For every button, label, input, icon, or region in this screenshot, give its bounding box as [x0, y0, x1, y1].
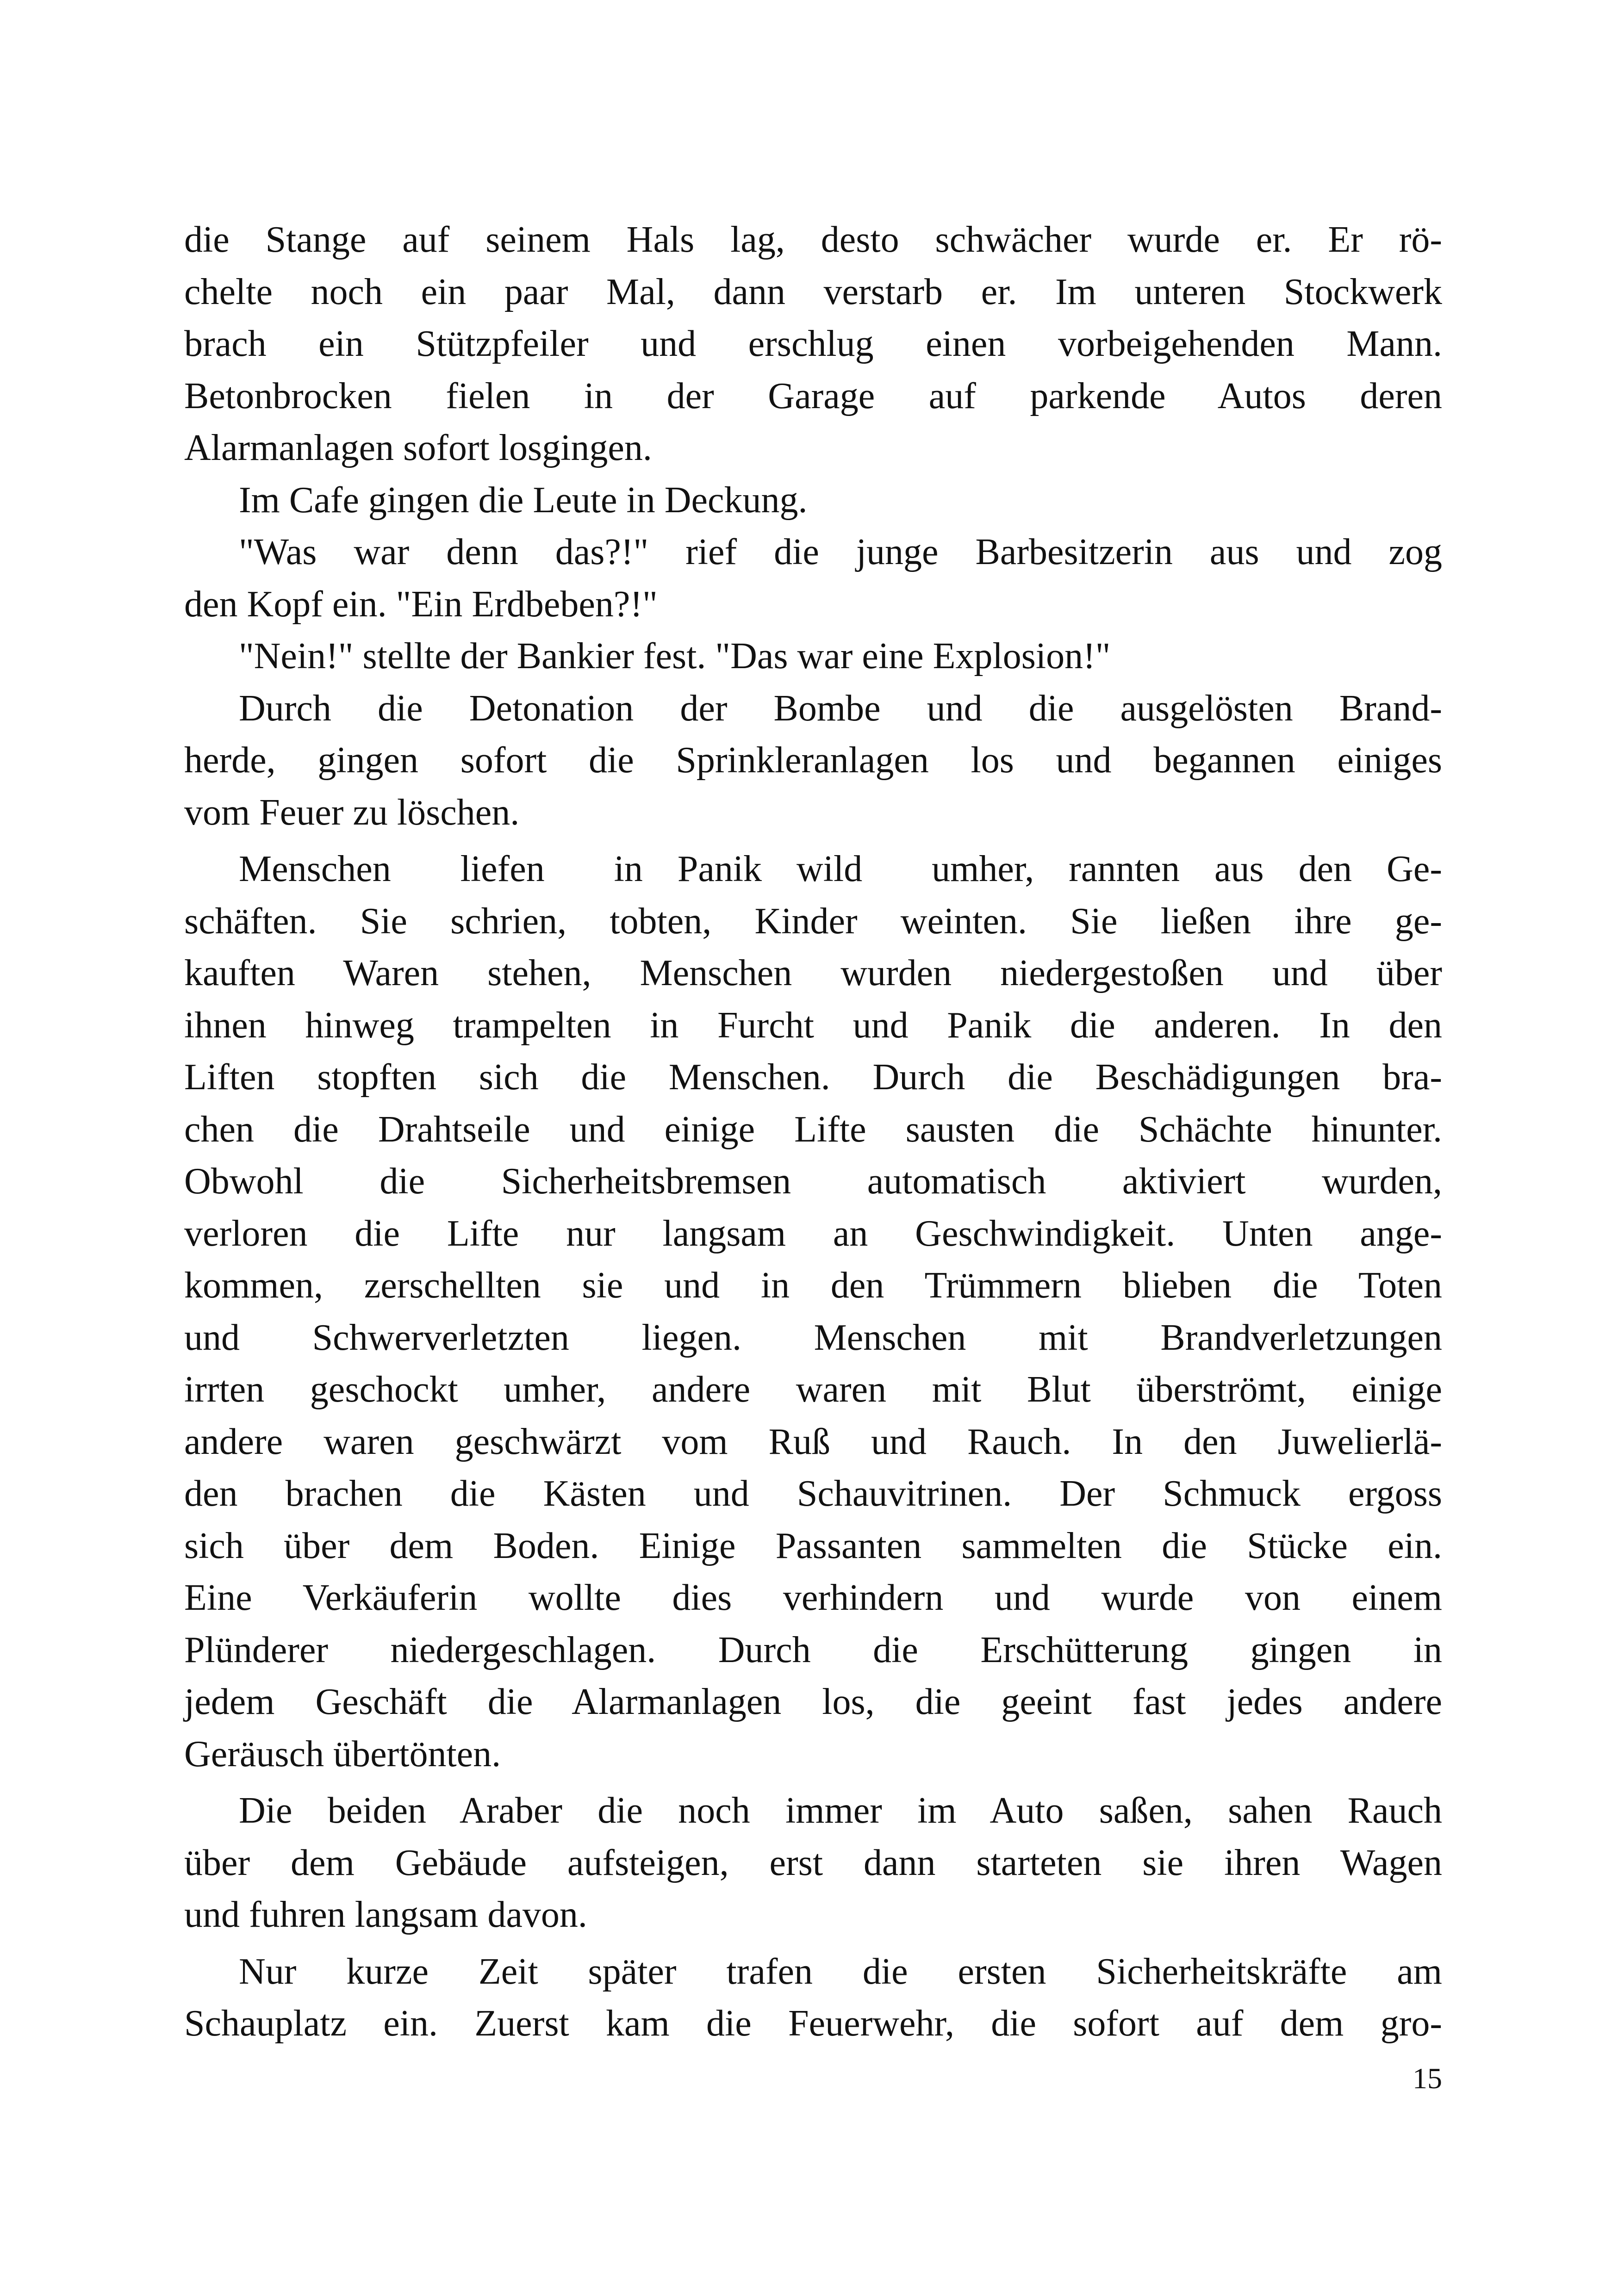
text-line: die Stange auf seinem Hals lag, desto schwächer wurde er. Er rö-	[184, 219, 1442, 260]
body-text	[184, 214, 1442, 2050]
text-line: Im Cafe gingen die Leute in Deckung.	[239, 479, 808, 521]
text-line: kauften Waren stehen, Menschen wurden niedergestoßen und über	[184, 953, 1442, 993]
text-line: Betonbrocken fielen in der Garage auf parkende Autos deren	[184, 375, 1442, 416]
text-line: Geräusch übertönten.	[184, 1733, 501, 1775]
text-line: kommen, zerschellten sie und in den Trümmern blieben die Toten	[184, 1265, 1442, 1306]
text-line: chen die Drahtseile und einige Lifte sausten die Schächte hinunter.	[184, 1109, 1442, 1150]
text-line: über dem Gebäude aufsteigen, erst dann starteten sie ihren Wagen	[184, 1842, 1442, 1883]
text-line: Durch die Detonation der Bombe und die ausgelösten Brand-	[239, 688, 1442, 729]
text-line: ihnen hinweg trampelten in Furcht und Panik die anderen. In den	[184, 1005, 1442, 1046]
text-line: "Was war denn das?!" rief die junge Barbesitzerin aus und zog	[239, 532, 1442, 572]
text-line: Die beiden Araber die noch immer im Auto saßen, sahen Rauch	[239, 1790, 1442, 1831]
text-line: und Schwerverletzten liegen. Menschen mit Brandverletzungen	[184, 1317, 1442, 1358]
text-line: brach ein Stützpfeiler und erschlug einen vorbeigehenden Mann.	[184, 323, 1442, 364]
text-line: vom Feuer zu löschen.	[184, 792, 520, 833]
text-line: chelte noch ein paar Mal, dann verstarb er. Im unteren Stockwerk	[184, 271, 1442, 312]
text-line: irrten geschockt umher, andere waren mit Blut überströmt, einige	[184, 1369, 1442, 1410]
text-line: herde, gingen sofort die Sprinkleranlagen los und begannen einiges	[184, 740, 1442, 781]
text-line: Plünderer niedergeschlagen. Durch die Erschütterung gingen in	[184, 1629, 1442, 1670]
text-line: den brachen die Kästen und Schauvitrinen. Der Schmuck ergoss	[184, 1473, 1442, 1514]
text-line: den Kopf ein. "Ein Erdbeben?!"	[184, 583, 658, 625]
text-line: sich über dem Boden. Einige Passanten sammelten die Stücke ein.	[184, 1525, 1442, 1566]
text-line: jedem Geschäft die Alarmanlagen los, die geeint fast jedes andere	[184, 1682, 1442, 1722]
text-line: Menschen liefen in Panik wild umher, rannten aus den Ge-	[239, 849, 1442, 889]
text-line: schäften. Sie schrien, tobten, Kinder weinten. Sie ließen ihre ge-	[184, 900, 1442, 942]
text-line: Liften stopften sich die Menschen. Durch die Beschädigungen bra-	[184, 1057, 1442, 1098]
text-line: Schauplatz ein. Zuerst kam die Feuerwehr, die sofort auf dem gro-	[184, 2003, 1442, 2044]
text-line: und fuhren langsam davon.	[184, 1894, 587, 1935]
text-line: Obwohl die Sicherheitsbremsen automatisch aktiviert wurden,	[184, 1161, 1442, 1202]
text-line: Eine Verkäuferin wollte dies verhindern und wurde von einem	[184, 1577, 1442, 1618]
text-line: verloren die Lifte nur langsam an Geschwindigkeit. Unten ange-	[184, 1213, 1442, 1254]
text-line: andere waren geschwärzt vom Ruß und Rauch. In den Juwelierlä-	[184, 1421, 1442, 1462]
page-number: 15	[1413, 2062, 1442, 2095]
text-line: Alarmanlagen sofort losgingen.	[184, 428, 652, 468]
text-line: "Nein!" stellte der Bankier fest. "Das war eine Explosion!"	[239, 636, 1111, 676]
text-line: Nur kurze Zeit später trafen die ersten Sicherheitskräfte am	[239, 1951, 1442, 1992]
